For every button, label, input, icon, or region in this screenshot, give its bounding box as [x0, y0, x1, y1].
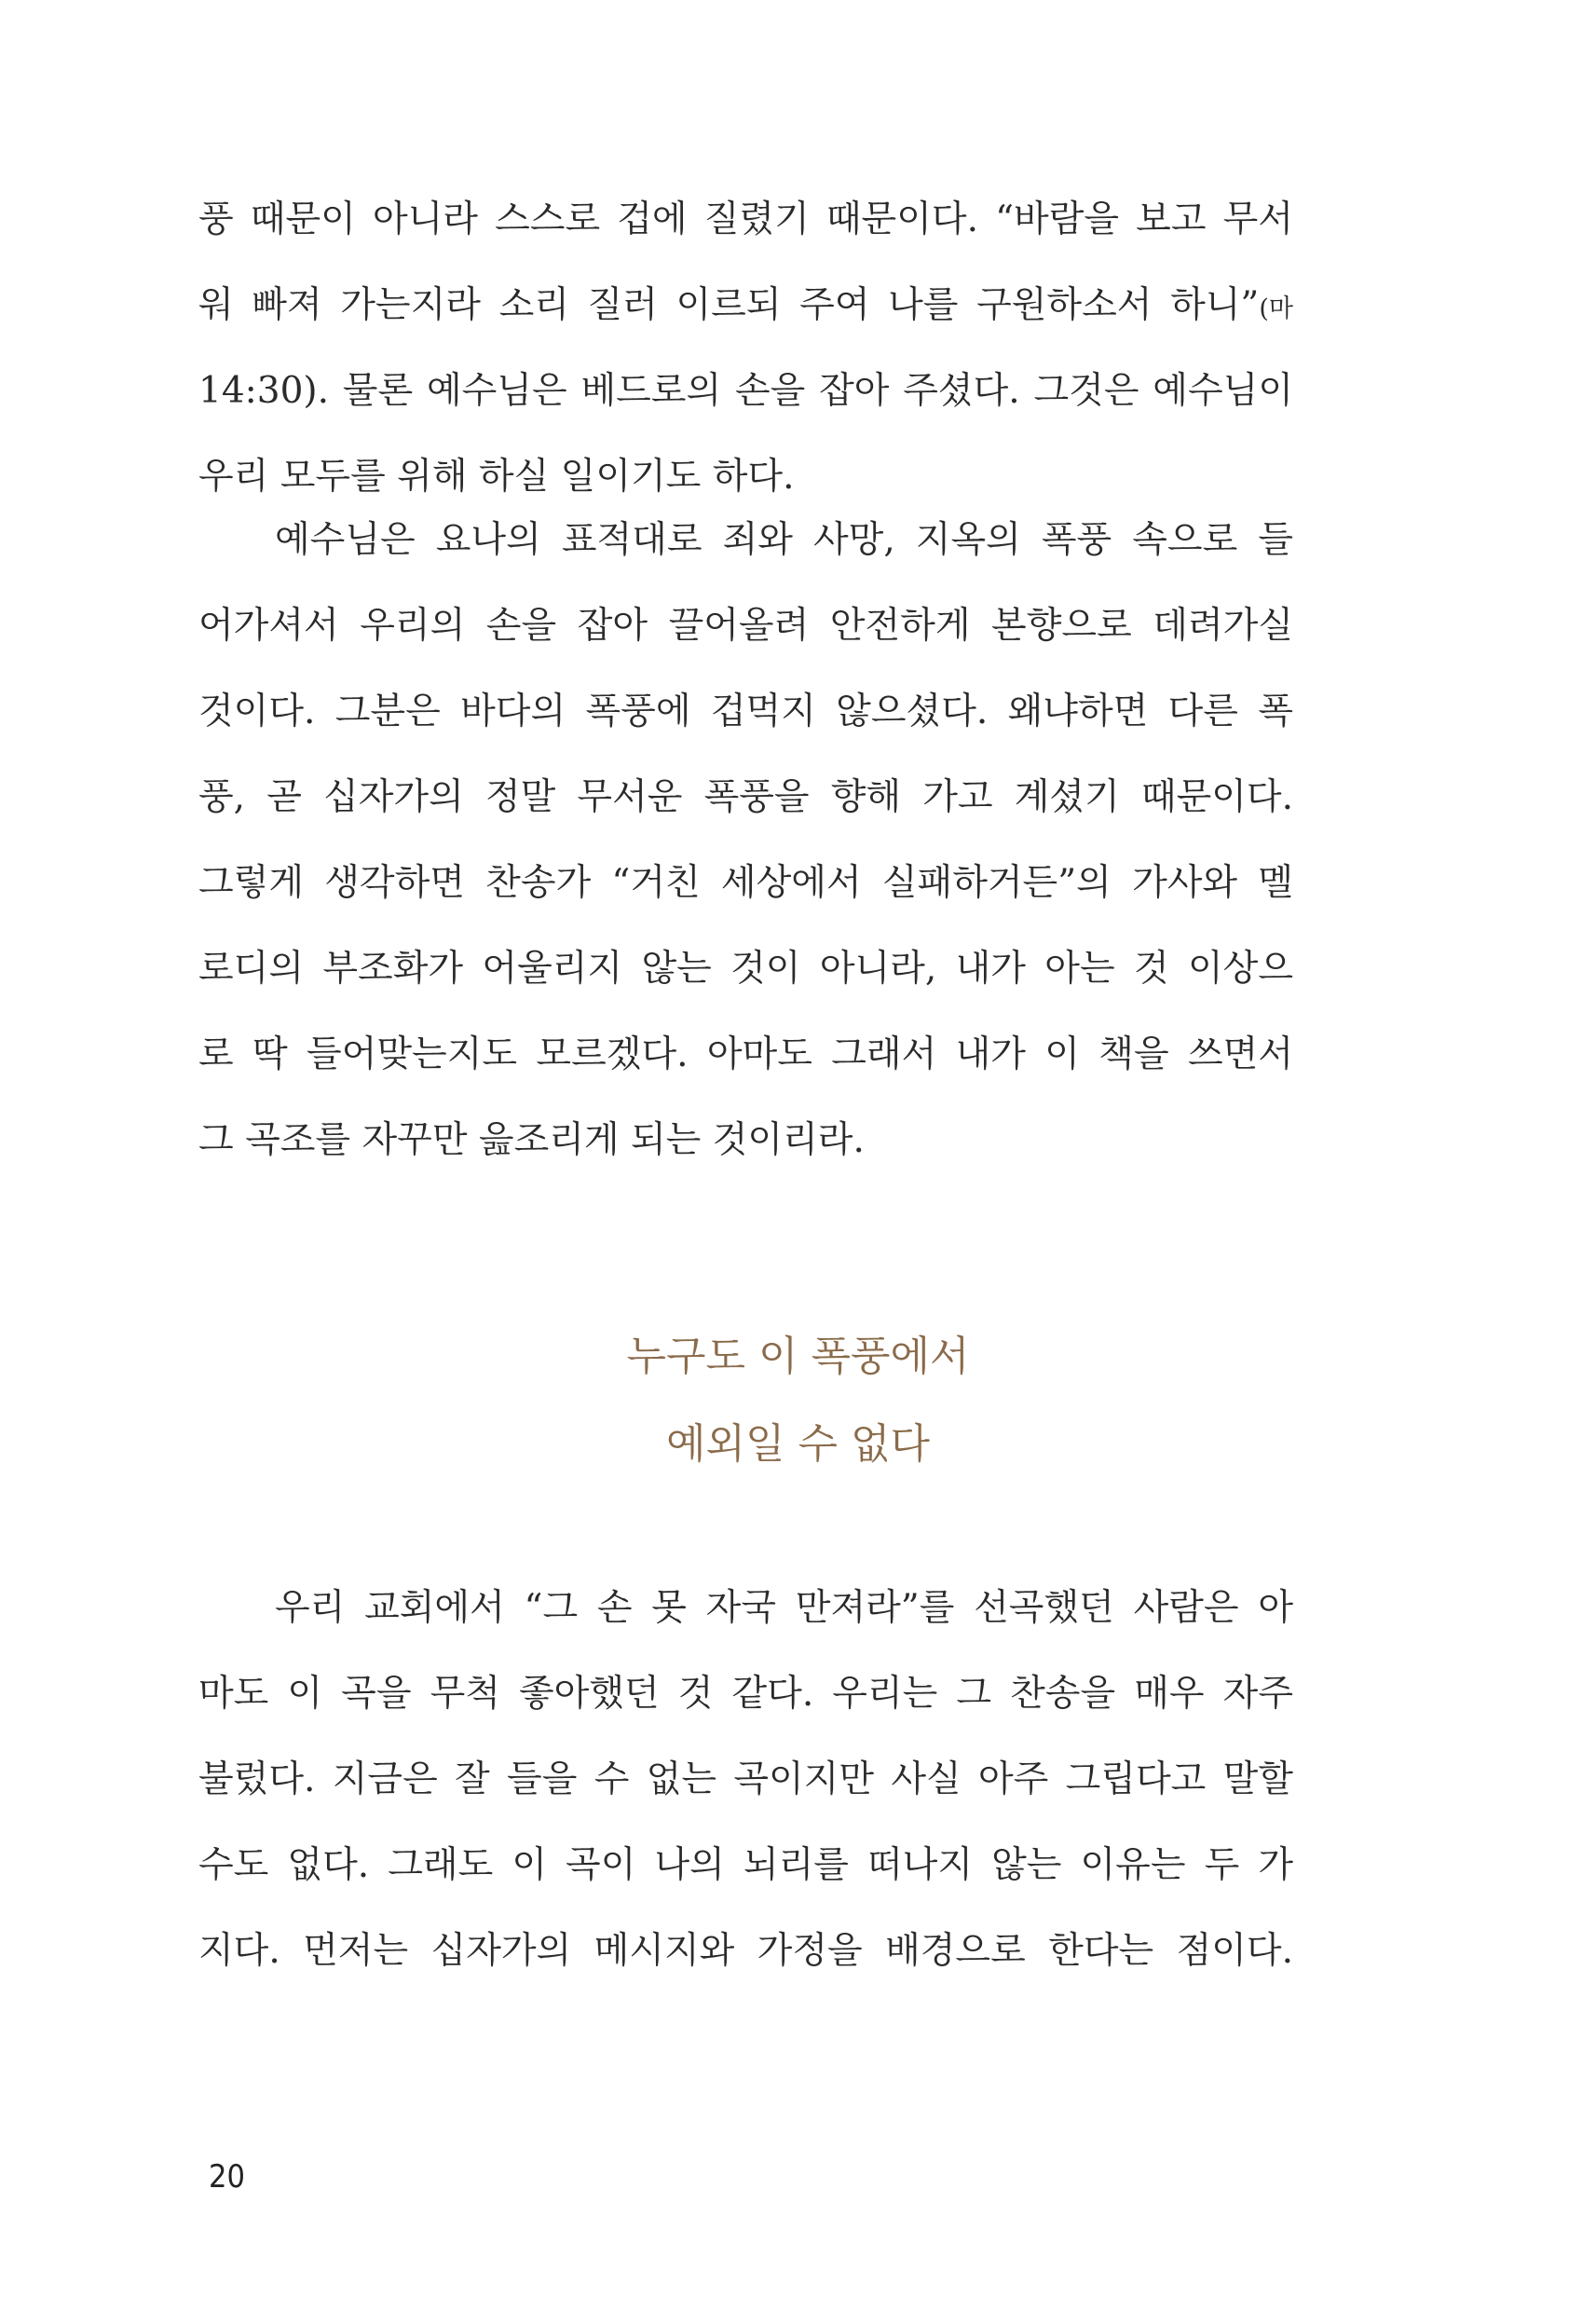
text-line: 로 딱 들어맞는지도 모르겠다. 아마도 그래서 내가 이 책을 쓰면서 — [198, 1033, 1293, 1075]
paragraph-2 — [198, 498, 1293, 1183]
text-line: 불렀다. 지금은 잘 들을 수 없는 곡이지만 사실 아주 그립다고 말할 — [198, 1758, 1293, 1800]
text-line: 우리 모두를 위해 하실 일이기도 하다. — [198, 456, 795, 498]
paragraph-1 — [198, 177, 1293, 520]
text-line: 것이다. 그분은 바다의 폭풍에 겁먹지 않으셨다. 왜냐하면 다른 폭 — [198, 691, 1293, 732]
text-line — [198, 263, 1293, 349]
scripture-reference-open: (마 — [1259, 294, 1293, 323]
text-line: 로디의 부조화가 어울리지 않는 것이 아니라, 내가 아는 것 이상으 — [198, 948, 1293, 990]
text-line: 우리 교회에서 “그 손 못 자국 만져라”를 선곡했던 사람은 아 — [275, 1587, 1293, 1629]
text-line-content: 워 빠져 가는지라 소리 질러 이르되 주여 나를 구원하소서 하니” — [198, 284, 1260, 326]
text-line: 풍 때문이 아니라 스스로 겁에 질렸기 때문이다. “바람을 보고 무서 — [198, 198, 1293, 240]
section-heading-line-1: 누구도 이 폭풍에서 — [626, 1333, 970, 1380]
text-line: 그 곡조를 자꾸만 읊조리게 되는 것이리라. — [198, 1119, 865, 1161]
text-line: 그렇게 생각하면 찬송가 “거친 세상에서 실패하거든”의 가사와 멜 — [198, 862, 1293, 904]
section-heading-line-2: 예외일 수 없다 — [666, 1420, 930, 1468]
text-line: 수도 없다. 그래도 이 곡이 나의 뇌리를 떠나지 않는 이유는 두 가 — [198, 1844, 1293, 1886]
text-line: 어가셔서 우리의 손을 잡아 끌어올려 안전하게 본향으로 데려가실 — [198, 605, 1293, 647]
page-number: 20 — [209, 2158, 245, 2196]
text-line: 지다. 먼저는 십자가의 메시지와 가정을 배경으로 한다는 점이다. — [198, 1930, 1293, 1972]
text-line: 마도 이 곡을 무척 좋아했던 것 같다. 우리는 그 찬송을 매우 자주 — [198, 1673, 1293, 1715]
text-line: 예수님은 요나의 표적대로 죄와 사망, 지옥의 폭풍 속으로 들 — [275, 519, 1293, 561]
paragraph-3 — [198, 1566, 1293, 1994]
text-line: 14:30). 물론 예수님은 베드로의 손을 잡아 주셨다. 그것은 예수님이 — [198, 370, 1293, 412]
text-line: 풍, 곧 십자가의 정말 무서운 폭풍을 향해 가고 계셨기 때문이다. — [198, 776, 1293, 818]
